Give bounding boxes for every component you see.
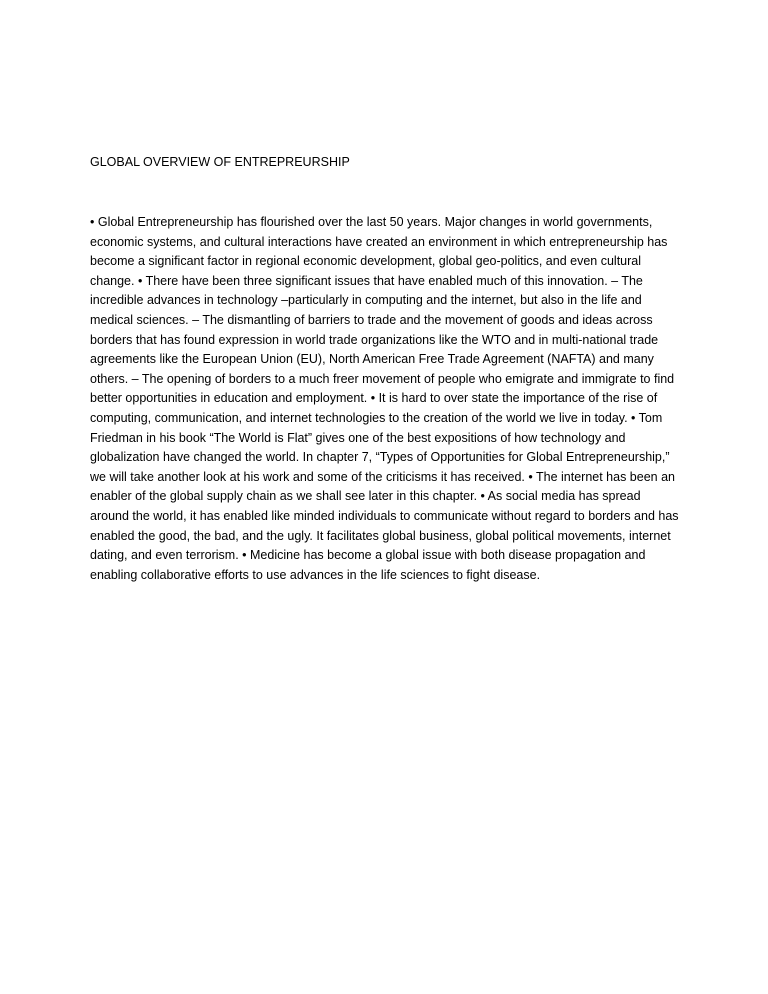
document-body-paragraph: • Global Entrepreneurship has flourished over the last 50 years. Major changes in world governments, economic systems, and cultural interactions have created an environment in which entrepreneurship has become a significant factor in regional economic development, global geo-politics, and even cultural change. • There have been three significant issues that have enabled much of this innovation. – The incredible advances in technology –particularly in computing and the internet, but also in the life and medical sciences. – The dismantling of barriers to trade and the movement of goods and ideas across borders that has found expression in world trade organizations like the WTO and in multi-national trade agreements like the European Union (EU), North American Free Trade Agreement (NAFTA) and many others. – The opening of borders to a much freer movement of people who emigrate and immigrate to find better opportunities in education and employment. • It is hard to over state the importance of the rise of computing, communication, and internet technologies to the creation of the world we live in today. • Tom Friedman in his book “The World is Flat” gives one of the best expositions of how technology and globalization have changed the world. In chapter 7, “Types of Opportunities for Global Entrepreneurship,” we will take another look at his work and some of the criticisms it has received. • The internet has been an enabler of the global supply chain as we shall see later in this chapter. • As social media has spread around the world, it has enabled like minded individuals to communicate without regard to borders and has enabled the good, the bad, and the ugly. It facilitates global business, global political movements, internet dating, and even terrorism. • Medicine has become a global issue with both disease propagation and enabling collaborative efforts to use advances in the life sciences to fight disease. — [90, 215, 679, 582]
document-title: GLOBAL OVERVIEW OF ENTREPREURSHIP — [90, 155, 350, 169]
